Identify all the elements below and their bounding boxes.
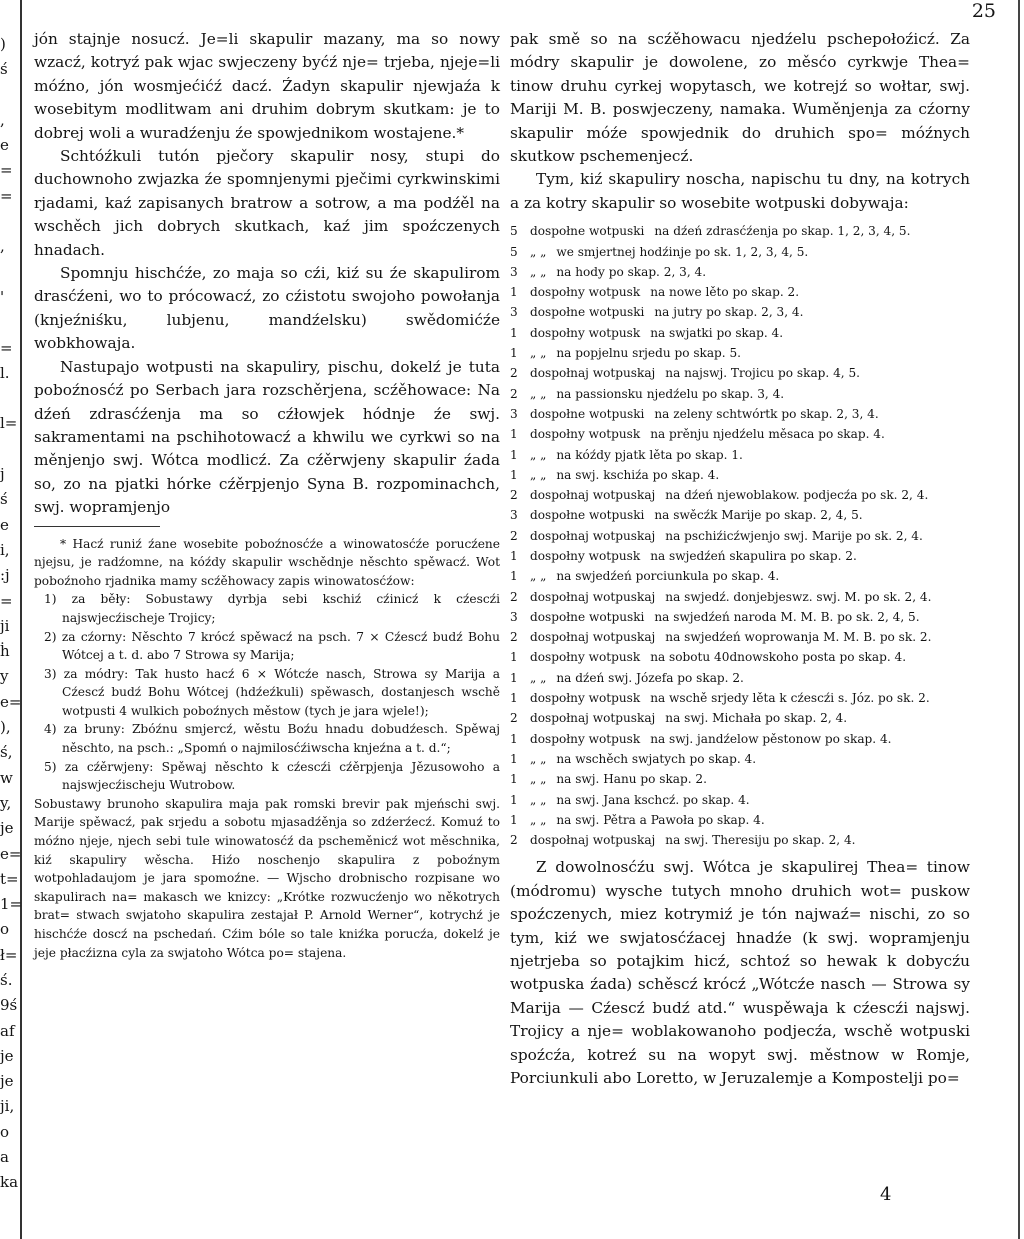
margin-fragment: ji, [0, 1097, 15, 1116]
indulgence-occasion: na dźeń njewoblakow. podjecźa po sk. 2, 4. [665, 488, 929, 503]
margin-fragment: o [0, 920, 10, 939]
indulgence-kind: dospołne wotpuski [530, 609, 645, 624]
indulgence-count: 1 [510, 751, 518, 766]
indulgence-kind: „ „ [530, 751, 547, 766]
indulgence-kind: dospołne wotpuski [530, 305, 645, 320]
margin-fragment: je [0, 1072, 14, 1091]
indulgence-row [510, 627, 970, 647]
margin-fragment: je [0, 1046, 14, 1065]
indulgence-occasion: na swj. Jana kschcź. po skap. 4. [556, 792, 750, 807]
margin-fragment: ś [0, 60, 8, 79]
indulgence-occasion: na swjedźeń porciunkula po skap. 4. [556, 569, 780, 584]
footnote-closing: Sobustawy brunoho skapulira maja pak romski brevir pak mjeńschi swj. Marije spěwacź, pak srjedu a sobotu mjasadźěnja so zdźerźecź. Komuź to móźno njeje, njech sebi tule winowatosćź da pscheměnicź wot měschnika, kiź skapuliry wěscha. Hiźo noschenjo skapulira z poboźnym wotpohladaujom je jara spomoźne. — Wjscho drobnischo rozpisane wo skapulirach na= makasch we knizcy: „Krótke rozwucźenjo wo někotrych brat= stwach swjatoho skapulira zestajał P. Arnold Werner“, kotrychź je hischćźe doscź na pschedań. Cźim bóle so tale kniźka porucźa, dokelź je jeje płacźizna cyla za swjatoho Wótca po= stajena. [34, 796, 500, 960]
footnote-item: 4) za bruny: Zbóźnu smjercź, wěstu Boźu hnadu dobudźesch. Spěwaj něschto, na psch.: „Spomń o najmilosćźiwscha knjeźna a t. d.“; [44, 722, 500, 756]
indulgence-row [510, 505, 970, 525]
indulgence-occasion: na wschěch swjatych po skap. 4. [556, 751, 757, 766]
margin-fragment: ḣ [0, 642, 10, 661]
indulgence-kind: „ „ [530, 264, 547, 279]
margin-fragment [0, 207, 22, 232]
footnote-item: 5) za cźěrwjeny: Spěwaj něschto k cźescźi cźěrpjenja Jězusowoho a najswjecźischeju Wutrobow. [44, 759, 500, 793]
margin-fragment: ł= [0, 945, 18, 964]
indulgence-kind: dospołny wotpusk [530, 427, 641, 442]
margin-fragment: je [0, 819, 14, 838]
indulgence-occasion: na swjedźeń naroda M. M. B. po sk. 2, 4, 5. [654, 609, 920, 624]
indulgence-count: 2 [510, 630, 518, 645]
left-paragraph-4: Nastupajo wotpusti na skapuliry, pischu, dokelź je tuta poboźnosćź po Serbach jara rozschěrjena, scźěhowace: Na dźeń zdrasćźenja ma so cźłowjek hódnje źe swj. sakramentami na pschihotowacź a khwilu we cyrkwi so na měnjenjo swj. Wótca modlicź. Za cźěrwjeny skapulir źada so, zo na pjatki hórke cźěrpjenjo Syna B. rozpominachch, swj. wopramjenjo [34, 357, 500, 517]
right-edge-rule [1018, 0, 1020, 1239]
indulgence-row [510, 708, 970, 728]
indulgence-count: 1 [510, 691, 518, 706]
indulgence-kind: dospołnaj wotpuskaj [530, 630, 656, 645]
indulgence-count: 3 [510, 609, 518, 624]
margin-fragment: 1= [0, 895, 23, 914]
indulgence-row [510, 546, 970, 566]
margin-fragment [0, 81, 22, 106]
margin-fragment: ka [0, 1173, 19, 1192]
indulgence-occasion: na jutry po skap. 2, 3, 4. [654, 305, 804, 320]
margin-fragment [0, 384, 22, 409]
indulgence-occasion: na wschě srjedy lěta k cźescźi s. Józ. po sk. 2. [650, 691, 930, 706]
indulgence-count: 5 [510, 244, 518, 259]
right-closing-paragraph: Z dowolnosćźu swj. Wótca je skapulirej Thea= tinow (módromu) wysche tutych mnoho druhich wot= puskow spoźczenych, miez kotrymiź je tón najwaź= nischi, zo so tym, kiź we swjatosćźacej hnadźe (k swj. wopramjenju njetrjeba so potajkim hicź, schtoź so hewak k dobycźu wotpuska źada) schěscź krócź „Wótcźe nasch — Strowa sy Marija — Cźescź budź atd.“ wuspěwaja k cźescźi najswj. Trojicy a nje= woblakowanoho podjecźa, wschě wotpuski spoźcźa, kotreź su na wopyt swj. městnow w Romje, Porciunkuli abo Loretto, w Jeruzalemje a Kompostelji po= [510, 858, 970, 1088]
indulgence-row [510, 587, 970, 607]
margin-fragment: y, [0, 793, 12, 812]
indulgence-occasion: na hody po skap. 2, 3, 4. [556, 264, 707, 279]
indulgence-count: 1 [510, 549, 518, 563]
indulgence-row [510, 221, 970, 241]
indulgence-count: 1 [510, 346, 518, 361]
indulgence-kind: dospołny wotpusk [530, 650, 641, 665]
indulgence-count: 1 [510, 427, 518, 442]
indulgence-count: 1 [510, 447, 518, 462]
indulgence-row [510, 465, 970, 485]
indulgence-kind: „ „ [530, 244, 547, 259]
margin-fragment: af [0, 1021, 15, 1040]
indulgence-count: 1 [510, 772, 518, 787]
footnote [34, 535, 500, 963]
margin-fragment: o [0, 1122, 10, 1141]
indulgence-kind: dospołnaj wotpuskaj [530, 528, 656, 543]
margin-fragment: e [0, 515, 9, 534]
indulgence-kind: dospołne wotpuski [530, 224, 645, 239]
indulgence-occasion: na najswj. Trojicu po skap. 4, 5. [665, 366, 861, 381]
indulgence-kind: dospołny wotpusk [530, 285, 641, 300]
indulgence-kind: „ „ [530, 467, 547, 482]
margin-fragment: , [0, 237, 5, 256]
footnote-intro: * Hacź runiź źane wosebite poboźnosćźe a winowatosćźe porucźene njejsu, je radźomne, na kóźdy skapulir wschědnje něschto spěwacź. Wot poboźnoho rjadnika mamy scźěhowacy zapis winowatosćźow: [34, 536, 500, 588]
indulgence-kind: dospołnaj wotpuskaj [530, 488, 656, 503]
indulgence-occasion: na swj. Pětra a Pawoła po skap. 4. [556, 812, 765, 827]
right-column [510, 28, 970, 1091]
indulgence-occasion: na swěcźk Marije po skap. 2, 4, 5. [654, 508, 863, 523]
indulgence-occasion: na popjelnu srjedu po skap. 5. [556, 346, 742, 361]
margin-fragments [0, 30, 22, 1194]
indulgence-kind: dospołny wotpusk [530, 549, 641, 563]
indulgence-count: 2 [510, 488, 518, 503]
indulgence-kind: dospołnaj wotpuskaj [530, 366, 656, 381]
indulgence-row [510, 282, 970, 302]
indulgence-kind: dospołny wotpusk [530, 691, 641, 706]
indulgence-occasion: na dźeń swj. Józefa po skap. 2. [556, 670, 744, 685]
indulgence-row [510, 384, 970, 404]
left-paragraph-3: Spomnju hischćźe, zo maja so cźi, kiź su źe skapulirom drasćźeni, wo to prócowacź, zo cźistotu swojoho powołanja (knjeźniśku, lubjenu, mandźelsku) swědomićźe wobkhowaja. [34, 264, 500, 353]
right-paragraph-1: pak smě so na scźěhowacu njedźelu pschepołoźicź. Za módry skapulir je dowolene, zo měsćo cyrkwje Thea= tinow druhu cyrkej wopytasch, we kotrejź so wołtar, swj. Mariji M. B. poswjeczeny, namaka. Wuměnjenja za cźorny skapulir móźe spowjednik do druhich spo= móźnych skutkow pschemenjecź. [510, 30, 970, 166]
indulgence-occasion: na pschiźicźwjenjo swj. Marije po sk. 2, 4. [665, 528, 923, 543]
indulgence-row [510, 262, 970, 282]
indulgence-row [510, 485, 970, 505]
indulgence-row [510, 302, 970, 322]
indulgence-row [510, 607, 970, 627]
indulgence-count: 3 [510, 406, 518, 421]
indulgence-kind: dospołnaj wotpuskaj [530, 833, 656, 848]
indulgence-kind: „ „ [530, 386, 547, 401]
indulgence-row [510, 729, 970, 749]
margin-fragment: e [0, 136, 9, 155]
margin-fragment: t= [0, 869, 19, 888]
indulgence-row [510, 647, 970, 667]
indulgence-occasion: na dźeń zdrasćźenja po skap. 1, 2, 3, 4, 5. [654, 224, 911, 239]
indulgence-row [510, 404, 970, 424]
margin-fragment: i, [0, 540, 10, 559]
indulgence-occasion: na nowe lěto po skap. 2. [650, 285, 800, 300]
page-number: 25 [971, 0, 996, 22]
indulgence-count: 1 [510, 467, 518, 482]
indulgence-row [510, 566, 970, 586]
indulgence-row [510, 668, 970, 688]
indulgence-row [510, 242, 970, 262]
indulgence-occasion: na swj. Hanu po skap. 2. [556, 772, 707, 787]
margin-fragment: = [0, 186, 13, 205]
margin-fragment: ) [0, 35, 6, 53]
margin-fragment: y [0, 667, 9, 686]
indulgence-kind: „ „ [530, 792, 547, 807]
indulgence-kind: dospołne wotpuski [530, 508, 645, 523]
footnote-item: 3) za módry: Tak husto hacź 6 × Wótcźe nasch, Strowa sy Marija a Cźescź budź Bohu Wótcej (hdźeźkuli) spěwasch, dostanjesch wschě wotpusti 4 wulkich poboźnych městow (tych je jara wjele!); [44, 666, 500, 718]
margin-fragment: ś. [0, 970, 13, 989]
indulgence-occasion: na swjatki po skap. 4. [650, 325, 784, 340]
margin-fragment: , [0, 110, 5, 129]
margin-fragment: :j [0, 566, 10, 585]
margin-fragment [0, 258, 22, 283]
indulgence-occasion: na swjedźeń skapulira po skap. 2. [650, 549, 857, 563]
indulgence-count: 1 [510, 731, 518, 746]
indulgence-kind: „ „ [530, 670, 547, 685]
indulgence-row [510, 688, 970, 708]
margin-fragment: l. [0, 363, 10, 382]
indulgence-count: 2 [510, 711, 518, 726]
indulgence-row [510, 749, 970, 769]
indulgence-count: 1 [510, 285, 518, 300]
indulgence-kind: „ „ [530, 346, 547, 361]
indulgence-occasion: we smjertnej hodźinje po sk. 1, 2, 3, 4, 5. [556, 244, 809, 259]
margin-fragment: = [0, 161, 13, 180]
margin-fragment: w [0, 768, 13, 787]
indulgence-occasion: na passionsku njedźelu po skap. 3, 4. [556, 386, 785, 401]
indulgence-count: 3 [510, 305, 518, 320]
indulgence-occasion: na sobotu 40dnowskoho posta po skap. 4. [650, 650, 907, 665]
indulgence-row [510, 343, 970, 363]
indulgence-kind: dospołnaj wotpuskaj [530, 589, 656, 604]
indulgence-occasion: na prěnju njedźelu měsaca po skap. 4. [650, 427, 885, 442]
indulgence-row [510, 769, 970, 789]
indulgence-occasion: na swj. kschiźa po skap. 4. [556, 467, 720, 482]
indulgence-row [510, 445, 970, 465]
margin-fragment: e= [0, 844, 22, 863]
margin-fragment: ś [0, 490, 8, 509]
indulgence-occasion: na swjedźeń woprowanja M. M. B. po sk. 2. [665, 630, 932, 645]
indulgence-kind: dospołne wotpuski [530, 406, 645, 421]
indulgence-kind: dospołnaj wotpuskaj [530, 711, 656, 726]
indulgence-kind: „ „ [530, 772, 547, 787]
indulgence-occasion: na swjedź. donjebjeswz. swj. M. po sk. 2, 4. [665, 589, 932, 604]
indulgence-row [510, 810, 970, 830]
right-paragraph-2: Tym, kiź skapuliry noscha, napischu tu dny, na kotrych a za kotry skapulir so wosebite wotpuski dobywaja: [510, 170, 970, 212]
indulgence-count: 2 [510, 833, 518, 848]
left-paragraph-1: jón stajnje nosucź. Je=li skapulir mazany, ma so nowy wzacź, kotryź pak wjac swjeczeny byćź nje= trjeba, njeje=li móźno, jón wosmjećićź dacź. Źadyn skapulir njewjaźa k wosebitym modlitwam ani druhim dobrym skutkam: je to dobrej woli a wuradźenju źe spowjednikom wostajene.* [34, 30, 500, 142]
indulgence-count: 1 [510, 569, 518, 584]
margin-fragment: e= [0, 692, 22, 711]
indulgence-kind: „ „ [530, 812, 547, 827]
indulgence-count: 5 [510, 224, 518, 239]
signature-number: 4 [880, 1184, 892, 1205]
indulgence-occasion: na kóźdy pjatk lěta po skap. 1. [556, 447, 743, 462]
indulgence-count: 2 [510, 528, 518, 543]
margin-fragment: l= [0, 414, 18, 433]
indulgence-kind: dospołny wotpusk [530, 325, 641, 340]
indulgence-row [510, 830, 970, 850]
indulgence-kind: „ „ [530, 447, 547, 462]
margin-fragment: ), [0, 718, 11, 737]
indulgence-row [510, 526, 970, 546]
indulgence-list [510, 221, 970, 850]
indulgence-count: 1 [510, 650, 518, 665]
indulgence-occasion: na swj. Michała po skap. 2, 4. [665, 711, 848, 726]
indulgence-kind: dospołny wotpusk [530, 731, 641, 746]
margin-fragment: = [0, 338, 13, 357]
margin-fragment [0, 308, 22, 333]
indulgence-row [510, 424, 970, 444]
indulgence-occasion: na swj. jandźelow pěstonow po skap. 4. [650, 731, 892, 746]
indulgence-occasion: na zeleny schtwórtk po skap. 2, 3, 4. [654, 406, 879, 421]
indulgence-row [510, 363, 970, 383]
footnote-item: 2) za cźorny: Něschto 7 krócź spěwacź na psch. 7 × Cźescź budź Bohu Wótcej a t. d. abo 7 Strowa sy Marija; [44, 629, 500, 663]
indulgence-count: 3 [510, 264, 518, 279]
indulgence-row [510, 790, 970, 810]
margin-fragment: 9ś [0, 996, 18, 1015]
indulgence-count: 1 [510, 812, 518, 827]
indulgence-count: 1 [510, 670, 518, 685]
margin-fragment: ji [0, 616, 10, 635]
margin-fragment: a [0, 1148, 9, 1167]
margin-fragment [0, 435, 22, 460]
indulgence-occasion: na swj. Theresiju po skap. 2, 4. [665, 833, 856, 848]
margin-fragment: j [0, 465, 5, 484]
indulgence-count: 2 [510, 589, 518, 604]
margin-fragment: ś, [0, 743, 13, 762]
indulgence-count: 2 [510, 366, 518, 381]
footnote-divider [34, 526, 160, 527]
left-paragraph-2: Schtóźkuli tutón pječory skapulir nosy, stupi do duchownoho zwjazka źe spomnjenymi pječimi cyrkwinskimi rjadami, kaź zapisanych bratrow a sotrow, a ma podźěl na wschěch jich dobrych skutkach, kaź jim spoźczenych hnadach. [34, 147, 500, 259]
indulgence-count: 1 [510, 792, 518, 807]
indulgence-kind: „ „ [530, 569, 547, 584]
indulgence-count: 1 [510, 325, 518, 340]
margin-fragment: ' [0, 287, 5, 306]
indulgence-count: 3 [510, 508, 518, 523]
indulgence-row [510, 323, 970, 343]
indulgence-count: 2 [510, 386, 518, 401]
footnote-item: 1) za běły: Sobustawy dyrbja sebi kschiź cźinicź k cźescźi najswjecźischeje Trojicy; [44, 592, 500, 625]
margin-fragment: = [0, 591, 13, 610]
left-column [34, 28, 500, 962]
